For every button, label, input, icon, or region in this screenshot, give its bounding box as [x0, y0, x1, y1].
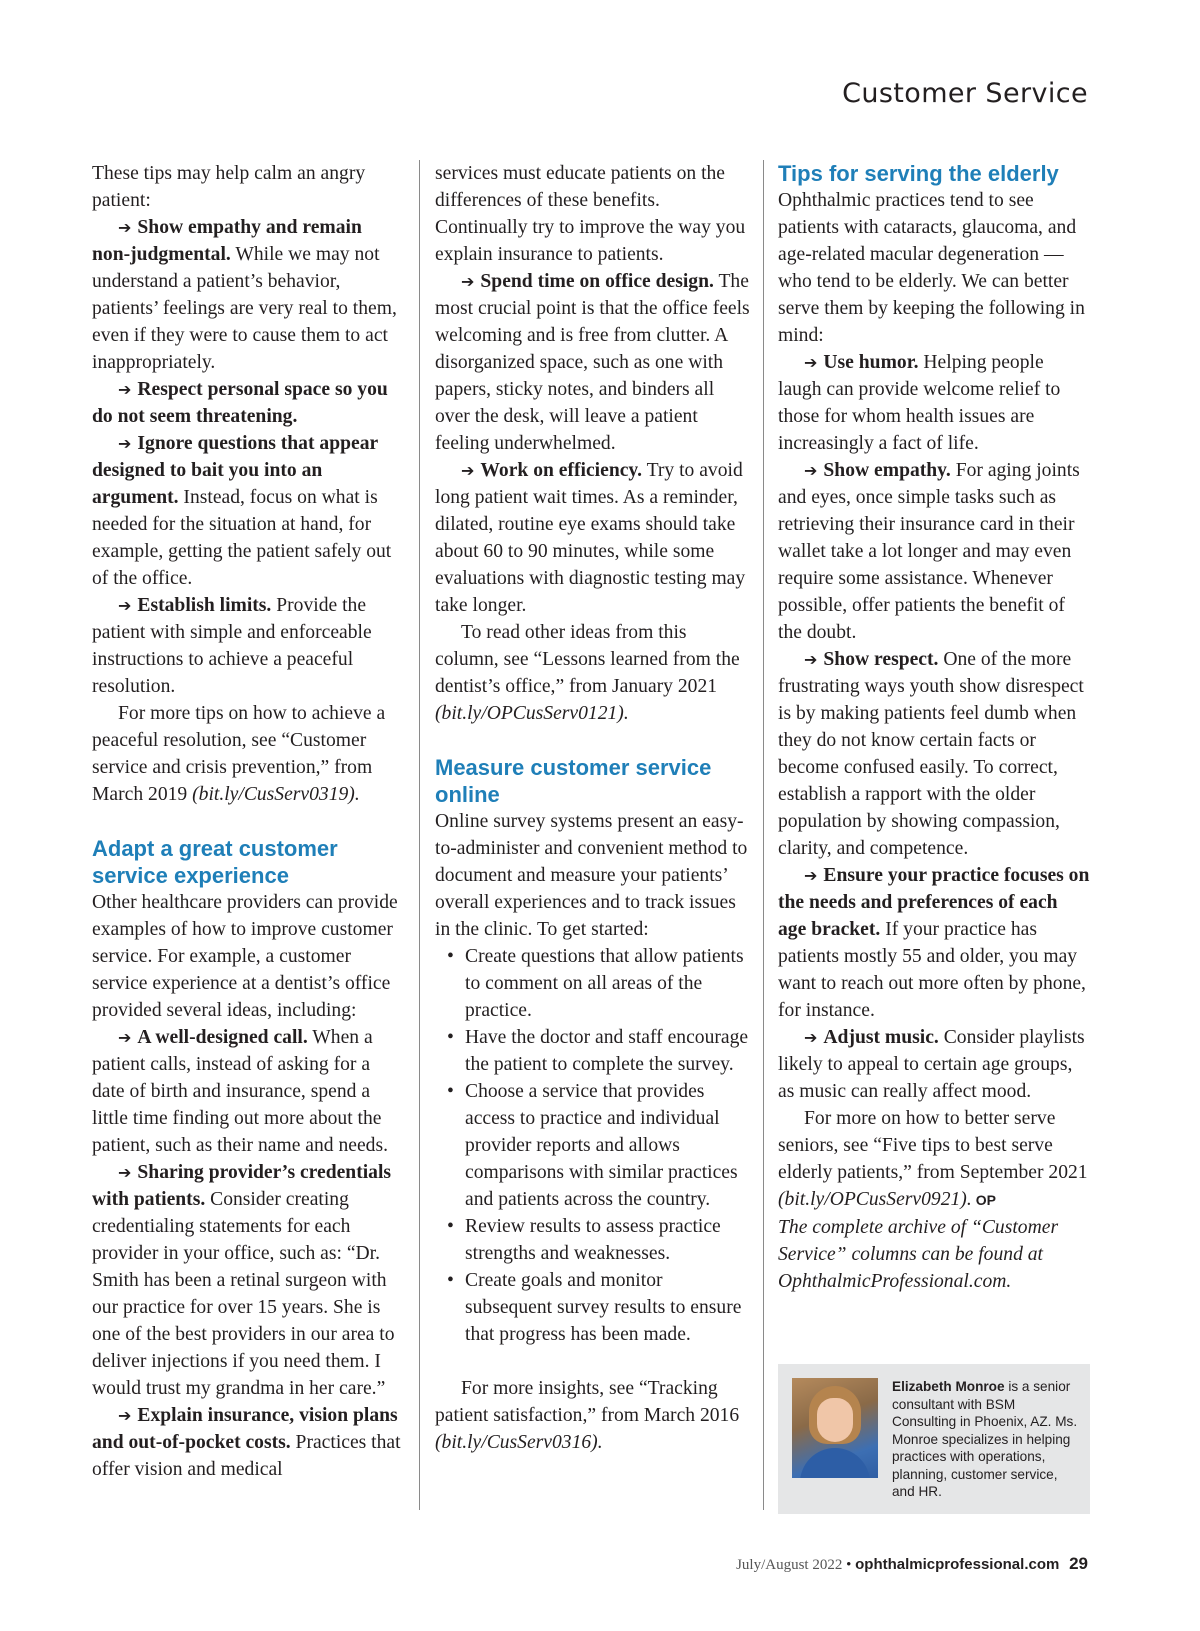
- more-tips-paragraph: For more tips on how to achieve a peaceful resolution, see “Customer service and crisis prevention,” from March 2019 (bit.ly/CusServ0319).: [92, 703, 386, 805]
- column-1: [92, 160, 401, 1483]
- list-item: • Choose a service that provides access to practice and individual provider reports and allows comparisons with similar practices and patients across the country.: [435, 1078, 750, 1213]
- archive-note: The complete archive of “Customer Service” columns can be found at OphthalmicProfessional.com.: [778, 1217, 1059, 1292]
- arrow-icon: ➔: [461, 461, 475, 480]
- column-2: [435, 160, 750, 1456]
- tip-item: ➔ Use humor. Helping people laugh can provide welcome relief to those for whom health issues are increasingly a fact of life.: [778, 352, 1061, 454]
- tip-item: ➔ Show empathy and remain non-judgmental. While we may not understand a patient’s behavior, patients’ feelings are very real to them, even if they were to cause them to act inappropriately.: [92, 217, 397, 373]
- tip-item: ➔ Respect personal space so you do not seem threatening.: [92, 379, 388, 427]
- list-item: • Create goals and monitor subsequent survey results to ensure that progress has been made.: [435, 1267, 750, 1348]
- page-number: 29: [1069, 1554, 1088, 1573]
- body-paragraph: Ophthalmic practices tend to see patients with cataracts, glaucoma, and age-related macular degeneration — who tend to be elderly. We can better serve them by keeping the following in mind:: [778, 190, 1085, 346]
- tip-item: ➔ Ignore questions that appear designed to bait you into an argument. Instead, focus on what is needed for the situation at hand, for example, getting the patient safely out of the office.: [92, 433, 392, 589]
- read-more-paragraph: To read other ideas from this column, see “Lessons learned from the dentist’s office,” from January 2021 (bit.ly/OPCusServ0121).: [435, 622, 740, 724]
- footer-separator: •: [846, 1557, 852, 1573]
- tip-item: ➔ Ensure your practice focuses on the needs and preferences of each age bracket. If your practice has patients mostly 55 and older, you may want to reach out more often by phone, for instance.: [778, 865, 1090, 1021]
- arrow-icon: ➔: [118, 434, 132, 453]
- tip-item: ➔ Establish limits. Provide the patient with simple and enforceable instructions to achieve a peaceful resolution.: [92, 595, 372, 697]
- arrow-icon: ➔: [118, 380, 132, 399]
- tip-item: ➔ Show empathy. For aging joints and eyes, once simple tasks such as retrieving their insurance card in their wallet take a lot longer and may even require some assistance. Whenever possible, offer patients the benefit of the doubt.: [778, 460, 1080, 643]
- author-name: Elizabeth Monroe: [892, 1379, 1005, 1394]
- tip-item: ➔ Sharing provider’s credentials with patients. Consider creating credentialing statements for each provider in your office, such as: “Dr. Smith has been a retinal surgeon with our practice for over 15 years. She is one of the best providers in our area to deliver injections if you need them. I would trust my grandma in her care.”: [92, 1162, 395, 1399]
- arrow-icon: ➔: [804, 1028, 818, 1047]
- column-3: [778, 160, 1090, 1295]
- arrow-icon: ➔: [118, 1406, 132, 1425]
- section-heading: Adapt a great customer service experience: [92, 836, 338, 888]
- arrow-icon: ➔: [118, 218, 132, 237]
- list-item: • Have the doctor and staff encourage the patient to complete the survey.: [435, 1024, 750, 1078]
- author-photo: [792, 1378, 878, 1478]
- insights-paragraph: For more insights, see “Tracking patient satisfaction,” from March 2016 (bit.ly/CusServ0316).: [435, 1378, 740, 1453]
- arrow-icon: ➔: [461, 272, 475, 291]
- list-item: • Create questions that allow patients to comment on all areas of the practice.: [435, 943, 750, 1024]
- spacer: [435, 1348, 750, 1375]
- tip-item: ➔ Work on efficiency. Try to avoid long patient wait times. As a reminder, dilated, routine eye exams should take about 60 to 90 minutes, while some evaluations with diagnostic testing may take longer.: [435, 460, 746, 616]
- reference-link[interactable]: (bit.ly/CusServ0316).: [435, 1432, 603, 1453]
- body-paragraph: Online survey systems present an easy-to-administer and convenient method to document and measure your patients’ overall experiences and to track issues in the clinic. To get started:: [435, 811, 748, 940]
- tip-item: ➔ Explain insurance, vision plans and out-of-pocket costs. Practices that offer vision and medical: [92, 1405, 401, 1480]
- section-title: Customer Service: [842, 78, 1088, 109]
- tip-item: ➔ A well-designed call. When a patient calls, instead of asking for a date of birth and insurance, spend a little time finding out more about the patient, such as their name and needs.: [92, 1027, 388, 1156]
- arrow-icon: ➔: [804, 650, 818, 669]
- section-heading: Tips for serving the elderly: [778, 161, 1059, 186]
- more-paragraph: For more on how to better serve seniors, see “Five tips to best serve elderly patients,” from September 2021 (bit.ly/OPCusServ0921). OP: [778, 1108, 1088, 1210]
- section-heading: Measure customer service online: [435, 755, 712, 807]
- reference-link[interactable]: (bit.ly/OPCusServ0921).: [778, 1189, 972, 1210]
- column-divider: [763, 160, 764, 1510]
- list-item: • Review results to assess practice strengths and weaknesses.: [435, 1213, 750, 1267]
- page-footer: [736, 1554, 1088, 1574]
- author-bio-text: Elizabeth Monroe is a senior consultant with BSM Consulting in Phoenix, AZ. Ms. Monroe specializes in helping practices with operations, planning, customer service, and HR.: [892, 1379, 1078, 1499]
- author-bio-box: [778, 1364, 1090, 1514]
- site-link[interactable]: ophthalmicprofessional.com: [855, 1556, 1060, 1573]
- continued-paragraph: services must educate patients on the differences of these benefits. Continually try to improve the way you explain insurance to patients.: [435, 163, 746, 265]
- tip-item: ➔ Spend time on office design. The most crucial point is that the office feels welcoming and is free from clutter. A disorganized space, such as one with papers, sticky notes, and binders all over the desk, will leave a patient feeling underwhelmed.: [435, 271, 750, 454]
- end-mark: OP: [975, 1192, 996, 1208]
- arrow-icon: ➔: [804, 866, 818, 885]
- issue-date: July/August 2022: [736, 1557, 843, 1573]
- arrow-icon: ➔: [118, 1028, 132, 1047]
- tip-item: ➔ Show respect. One of the more frustrating ways youth show disrespect is by making patients feel dumb when they do not know certain facts or become confused easily. To correct, establish a rapport with the older population by showing compassion, clarity, and competence.: [778, 649, 1084, 859]
- arrow-icon: ➔: [804, 353, 818, 372]
- arrow-icon: ➔: [118, 1163, 132, 1182]
- intro-paragraph: These tips may help calm an angry patient:: [92, 163, 366, 211]
- body-paragraph: Other healthcare providers can provide examples of how to improve customer service. For example, a customer service experience at a dentist’s office provided several ideas, including:: [92, 892, 398, 1021]
- reference-link[interactable]: (bit.ly/CusServ0319).: [192, 784, 360, 805]
- arrow-icon: ➔: [118, 596, 132, 615]
- column-divider: [419, 160, 420, 1510]
- bullet-list: [435, 943, 750, 1348]
- arrow-icon: ➔: [804, 461, 818, 480]
- reference-link[interactable]: (bit.ly/OPCusServ0121).: [435, 703, 629, 724]
- tip-item: ➔ Adjust music. Consider playlists likely to appeal to certain age groups, as music can really affect mood.: [778, 1027, 1085, 1102]
